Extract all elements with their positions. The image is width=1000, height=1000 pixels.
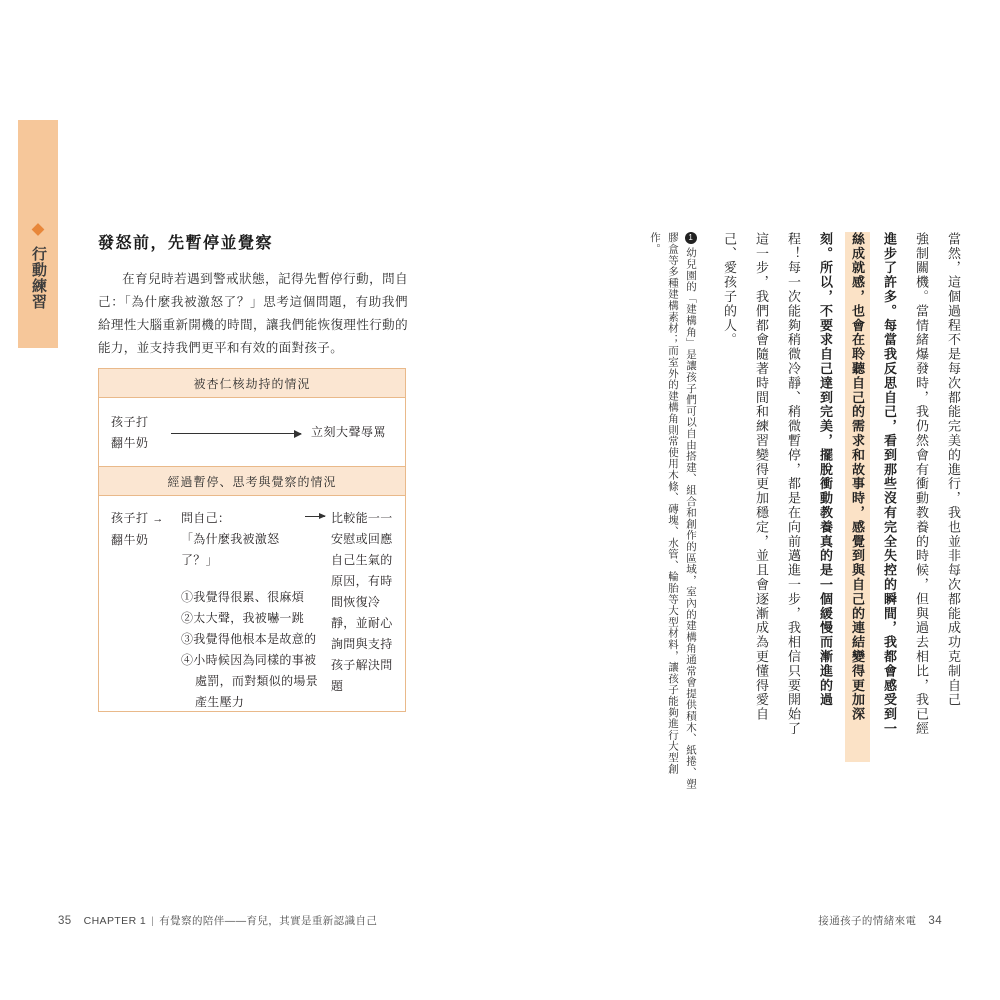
page-number-right: 34 (928, 915, 942, 927)
footnote-marker: 1 (685, 232, 697, 244)
arrow-glyph-icon: → (152, 513, 164, 525)
diagram-row1-right: 立刻大聲辱罵 (311, 425, 387, 439)
footer-chapter-title: 有覺察的陪伴——育兒，其實是重新認識自己 (159, 915, 378, 927)
vertical-column-3: 進步了許多。每當我反思自己，看到那些沒有完全失控的瞬間，我都會感受到一 (882, 232, 897, 736)
diagram-band-pause: 經過暫停、思考與覺察的情況 (99, 466, 405, 496)
diagram-band-amygdala: 被杏仁核劫持的情況 (99, 369, 405, 398)
list-item: ④小時候因為同樣的事被 (181, 653, 317, 667)
diagram-col1: 孩子打 → 翻牛奶 (111, 511, 164, 547)
diagram-col3: 比較能一一安慰或回應自己生氣的原因，有時間恢復冷靜，並耐心詢問與支持孩子解決問題 (331, 511, 393, 693)
diagram-row-pause (99, 496, 405, 711)
vertical-column-8: 己、愛孩子的人。 (722, 232, 737, 348)
diagram-col2-list (181, 587, 319, 713)
footnote (646, 232, 700, 792)
footer-separator: | (151, 915, 155, 927)
arrow-right-icon (171, 433, 301, 434)
vertical-column-4: 絲成就感，也會在聆聽自己的需求和故事時，感覺到與自己的連結變得更加深 (845, 232, 870, 762)
diagram-row-amygdala (99, 398, 405, 466)
left-page (0, 120, 500, 927)
diagram-col2-title: 問自己： 「為什麼我被激怒了？」 (181, 511, 280, 567)
vertical-column-1: 當然，這個過程不是每次都能完美的進行，我也並非每次都能成功克制自己 (946, 232, 961, 708)
vertical-column-2: 強制關機。當情緒爆發時，我仍然會有衝動教養的時候，但與過去相比，我已經 (914, 232, 929, 736)
list-item: 產生壓力 (195, 695, 245, 709)
vertical-column-7: 這一步，我們都會隨著時間和練習變得更加穩定，並且會逐漸成為更懂得愛自 (754, 232, 769, 722)
right-page (500, 120, 1000, 927)
diagram-col2 (181, 508, 319, 713)
footer-right (818, 913, 942, 928)
section-tab-label: 行動練習 (30, 246, 47, 310)
list-item: ②太大聲，我被嚇一跳 (181, 611, 305, 625)
arrow-right-small-icon (305, 516, 325, 517)
diagram-row1-left: 孩子打 翻牛奶 (111, 415, 149, 450)
flow-diagram (98, 368, 406, 712)
page-number-left: 35 (58, 915, 72, 927)
footer-chapter: CHAPTER 1 (83, 915, 147, 927)
page-heading: 發怒前，先暫停並覺察 (98, 235, 274, 252)
list-item: ③我覺得他根本是故意的 (181, 632, 317, 646)
paragraph-text: 在育兒時若遇到警戒狀態，記得先暫停行動，問自己：「為什麼我被激怒了？」思考這個問題，有助我們給理性大腦重新開機的時間，讓我們能恢復理性行動的能力，並支持我們更平和有效的面對孩子。 (98, 272, 408, 355)
body-paragraph (98, 268, 408, 360)
vertical-column-6: 程！每一次能夠稍微冷靜、稍微暫停，都是在向前邁進一步，我相信只要開始了 (786, 232, 801, 736)
footer-left (58, 913, 377, 928)
footnote-text: 幼兒園的「建構角」是讓孩子們可以自由搭建、組合和創作的區域，室內的建構角通常會提供積木、紙捲、塑膠盒等多種建構素材；而室外的建構角則常使用木條、磚塊、水管、輪胎等大型材料，讓孩子能夠進行大型創作。 (649, 232, 697, 790)
list-item: ①我覺得很累、很麻煩 (181, 590, 305, 604)
list-item: 處罰，而對類似的場景 (195, 674, 319, 688)
footer-book-title: 接通孩子的情緒來電 (818, 915, 917, 927)
vertical-column-5: 刻。所以，不要求自己達到完美，擺脫衝動教養真的是一個緩慢而漸進的過 (818, 232, 833, 708)
